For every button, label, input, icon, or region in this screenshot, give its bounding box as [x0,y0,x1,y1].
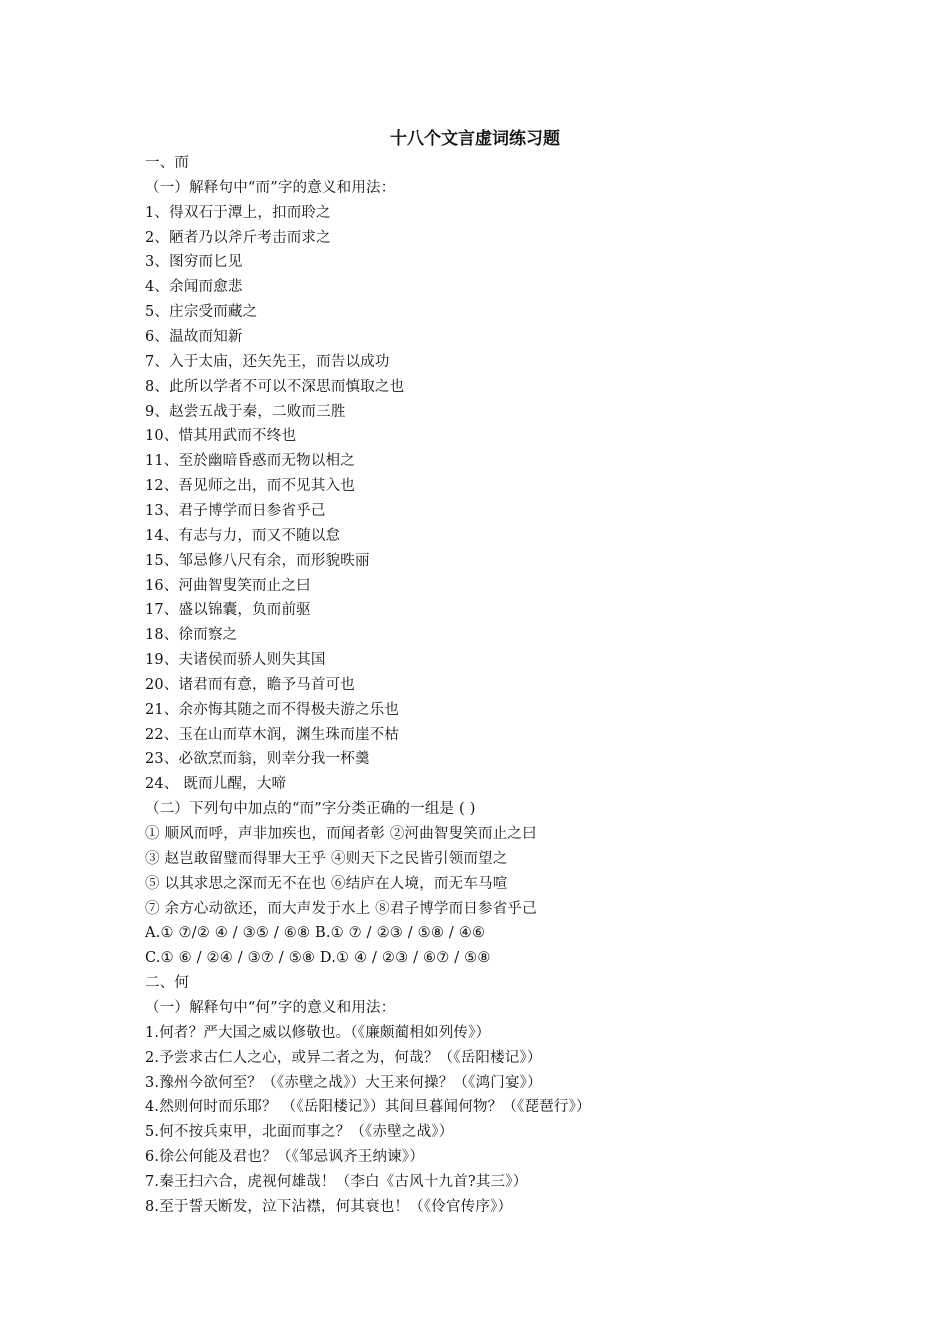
document-line: 2.予尝求古仁人之心，或异二者之为，何哉？（《岳阳楼记》） [145,1049,542,1066]
document-line: 8、此所以学者不可以不深思而慎取之也 [145,378,405,395]
document-line: A.① ⑦/② ④ / ③⑤ / ⑥⑧ B.① ⑦ / ②③ / ⑤⑧ / ④⑥ [145,925,486,942]
document-line: 7.秦王扫六合，虎视何雄哉！（李白《古风十九首?其三》） [145,1173,528,1190]
document-line: 4、余闻而愈悲 [145,279,243,296]
document-line: 5.何不按兵束甲，北面而事之？（《赤壁之战》） [145,1124,454,1141]
document-line: 21、余亦悔其随之而不得极夫游之乐也 [145,701,400,718]
document-line: 7、入于太庙，还矢先王，而告以成功 [145,353,390,370]
document-line: 6、温故而知新 [145,329,243,345]
document-line: 17、盛以锦囊，负而前驱 [145,602,311,619]
document-line: 3.豫州今欲何至？（《赤壁之战》）大王来何操？（《鸿门宴》） [145,1074,542,1091]
document-line: 18、徐而察之 [145,627,238,644]
document-line: 13、君子博学而日参省乎己 [145,502,326,519]
document-line: 12、吾见师之出，而不见其入也 [145,478,355,495]
document-line: 16、河曲智叟笑而止之曰 [145,577,311,594]
document-line: （一）解释句中“何”字的意义和用法： [145,999,396,1016]
document-line: （一）解释句中“而”字的意义和用法： [145,179,396,196]
document-line: ⑤ 以其求思之深而无不在也 ⑥结庐在人境，而无车马喧 [145,875,508,892]
document-line: 9、赵尝五战于秦，二败而三胜 [145,403,346,420]
document-line: C.① ⑥ / ②④ / ③⑦ / ⑤⑧ D.① ④ / ②③ / ⑥⑦ / ⑤⑧ [145,950,491,967]
document-line: 一、而 [145,155,190,171]
document-line: 10、惜其用武而不终也 [145,428,297,445]
document-line: 23、必欲烹而翁，则幸分我一杯羹 [145,751,370,768]
document-line: 19、夫诸侯而骄人则失其国 [145,652,326,668]
document-line: 20、诸君而有意，瞻予马首可也 [145,676,355,693]
document-line: ⑦ 余方心动欲还，而大声发于水上 ⑧君子博学而日参省乎己 [145,900,537,917]
document-line: 14、有志与力，而又不随以怠 [145,527,341,544]
document-line: 1.何者？严大国之威以修敬也。（《廉颇蔺相如列传》） [145,1024,491,1041]
document-line: 22、玉在山而草木润，渊生珠而崖不枯 [145,726,400,743]
document-line: 5、庄宗受而藏之 [145,304,258,321]
document-line: 8.至于誓天断发，泣下沾襟，何其衰也！（《伶官传序》） [145,1198,513,1215]
document-line: ① 顺风而呼，声非加疾也，而闻者彰 ②河曲智叟笑而止之曰 [145,826,537,842]
document-line: 1、得双石于潭上，扣而聆之 [145,204,331,221]
document-line: （二）下列句中加点的“而”字分类正确的一组是 ( ) [145,801,476,818]
document-line: 15、邹忌修八尺有余，而形貌昳丽 [145,552,370,569]
document-line: 4.然则何时而乐耶？ （《岳阳楼记》）其间旦暮闻何物？（《琵琶行》） [145,1099,591,1116]
document-line: 二、何 [145,975,190,992]
document-line: 11、至於幽暗昏惑而无物以相之 [145,453,355,470]
document-line: 2、陋者乃以斧斤考击而求之 [145,229,331,246]
document-line: 24、 既而儿醒，大啼 [145,776,287,793]
document-line: 6.徐公何能及君也？（《邹忌讽齐王纳谏》） [145,1149,425,1165]
document-line: 3、图穷而匕见 [145,254,243,271]
document-title: 十八个文言虚词练习题 [390,129,560,149]
document-line: ③ 赵岂敢留璧而得罪大王乎 ④则天下之民皆引领而望之 [145,850,508,867]
